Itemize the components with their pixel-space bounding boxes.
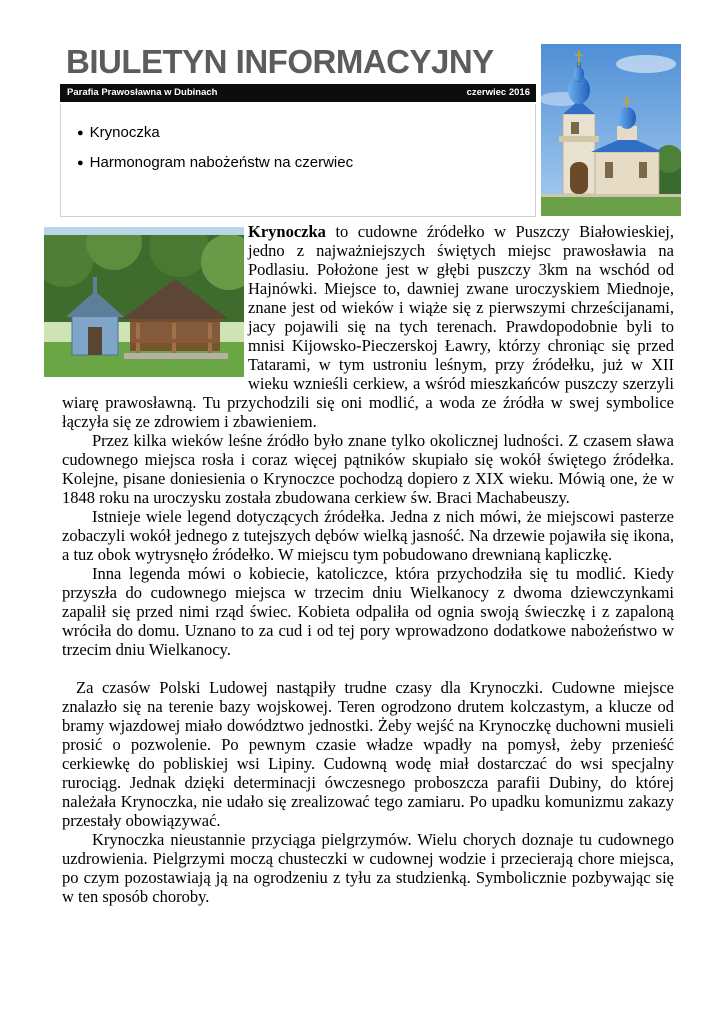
issue-date: czerwiec 2016 bbox=[466, 87, 530, 98]
article-paragraph-4: Inna legenda mówi o kobiecie, katoliczce, która przychodziła się tu modlić. Kiedy przyszła do cudownego miejsca w trzecim dniu Wielkanocy z dwoma dziewczynkami zapalił się przed nimi rząd świec. Kobieta odpaliła od ognia swoją świeczkę i z zapaloną wróciła do domu. Uznano to za cud i od tej pory wprowadzono dodatkowe nabożeństwo w trzecim dniu Wielkanocy. bbox=[62, 564, 674, 659]
table-of-contents bbox=[60, 104, 536, 217]
photo-wrap-space bbox=[62, 222, 248, 380]
article bbox=[62, 222, 674, 906]
article-paragraph-2: Przez kilka wieków leśne źródło było znane tylko okolicznej ludności. Z czasem sława cudownego miejsca rosła i coraz więcej pątników skupiało się wokół świętego źródełka. Kolejne, pisane doniesienia o Krynoczce pochodzą dopiero z XIX wieku. Mówią one, że w 1848 roku na uroczysku została zbudowana cerkiew św. Braci Machabeuszy. bbox=[62, 431, 674, 507]
bullet-icon: ● bbox=[77, 127, 84, 139]
lead-word: Krynoczka bbox=[248, 222, 326, 241]
parish-name: Parafia Prawosławna w Dubinach bbox=[67, 87, 218, 98]
bullet-icon: ● bbox=[77, 157, 84, 169]
masthead-bar bbox=[60, 84, 536, 102]
toc-item-krynoczka: ● Krynoczka bbox=[77, 124, 160, 141]
article-paragraph-5: Za czasów Polski Ludowej nastąpiły trudne czasy dla Krynoczki. Cudowne miejsce znalazło się na terenie bazy wojskowej. Teren ogrodzono drutem kolczastym, a klucze od bramy wjazdowej miało dowództwo jednostki. Żeby wejść na Krynoczkę duchowni musieli prosić o pozwolenie. Po pewnym czasie władze wpadły na pomysł, żeby przenieść cerkiewkę do pobliskiej wsi Lipiny. Cudowną wodę miał dostarczać do wsi specjalny rurociąg. Jednak dzięki determinacji ówczesnego proboszcza parafii Dubiny, do której należała Krynoczka, nie udało się zrealizować tego zamiaru. Po upadku komunizmu zakazy przestały obowiązywać. bbox=[62, 678, 674, 830]
masthead-title: BIULETYN INFORMACYJNY bbox=[66, 43, 494, 80]
church-photo bbox=[541, 44, 681, 216]
article-paragraph-1: Krynoczka to cudowne źródełko w Puszczy Białowieskiej, jedno z najważniejszych świętych miejsc prawosławia na Podlasiu. Położone jest w głębi puszczy 3km na wschód od Hajnówki. Miejsce to, dawniej zwane uroczyskiem Miednoje, znane jest od wieków i wiąże się z pierwszymi chrześcijanami, jacy pojawili się na tych terenach. Prawdopodobnie byli to mnisi Kijowsko-Pieczerskoj Ławry, którzy chroniąc się przed Tatarami, w tym ustroniu leśnym, przy źródełku, już w XII wieku wznieśli cerkiew, a wśród mieszkańców puszczy szerzyli wiarę prawosławną. Tu przychodzili się oni modlić, a woda ze źródła w swej symbolice łączyła się ze zdrowiem i zbawieniem. bbox=[62, 222, 674, 431]
paragraph-gap bbox=[62, 659, 674, 678]
article-paragraph-6: Krynoczka nieustannie przyciąga pielgrzymów. Wielu chorych doznaje tu cudownego uzdrowienia. Pielgrzymi moczą chusteczki w cudownej wodzie i przecierają chore miejsca, po czym pozostawiają ją na ogrodzeniu z tyłu za studzienką. Symbolicznie pozbywając się w ten sposób choroby. bbox=[62, 830, 674, 906]
article-paragraph-3: Istnieje wiele legend dotyczących źródełka. Jedna z nich mówi, że miejscowi pasterze zobaczyli wokół jednego z tutejszych dębów wielką jasność. Na drzewie pojawiła się ikona, a tuz obok wytrysnęło źródełko. W miejscu tym pobudowano drewnianą kapliczkę. bbox=[62, 507, 674, 564]
toc-item-schedule: ● Harmonogram nabożeństw na czerwiec bbox=[77, 154, 354, 171]
